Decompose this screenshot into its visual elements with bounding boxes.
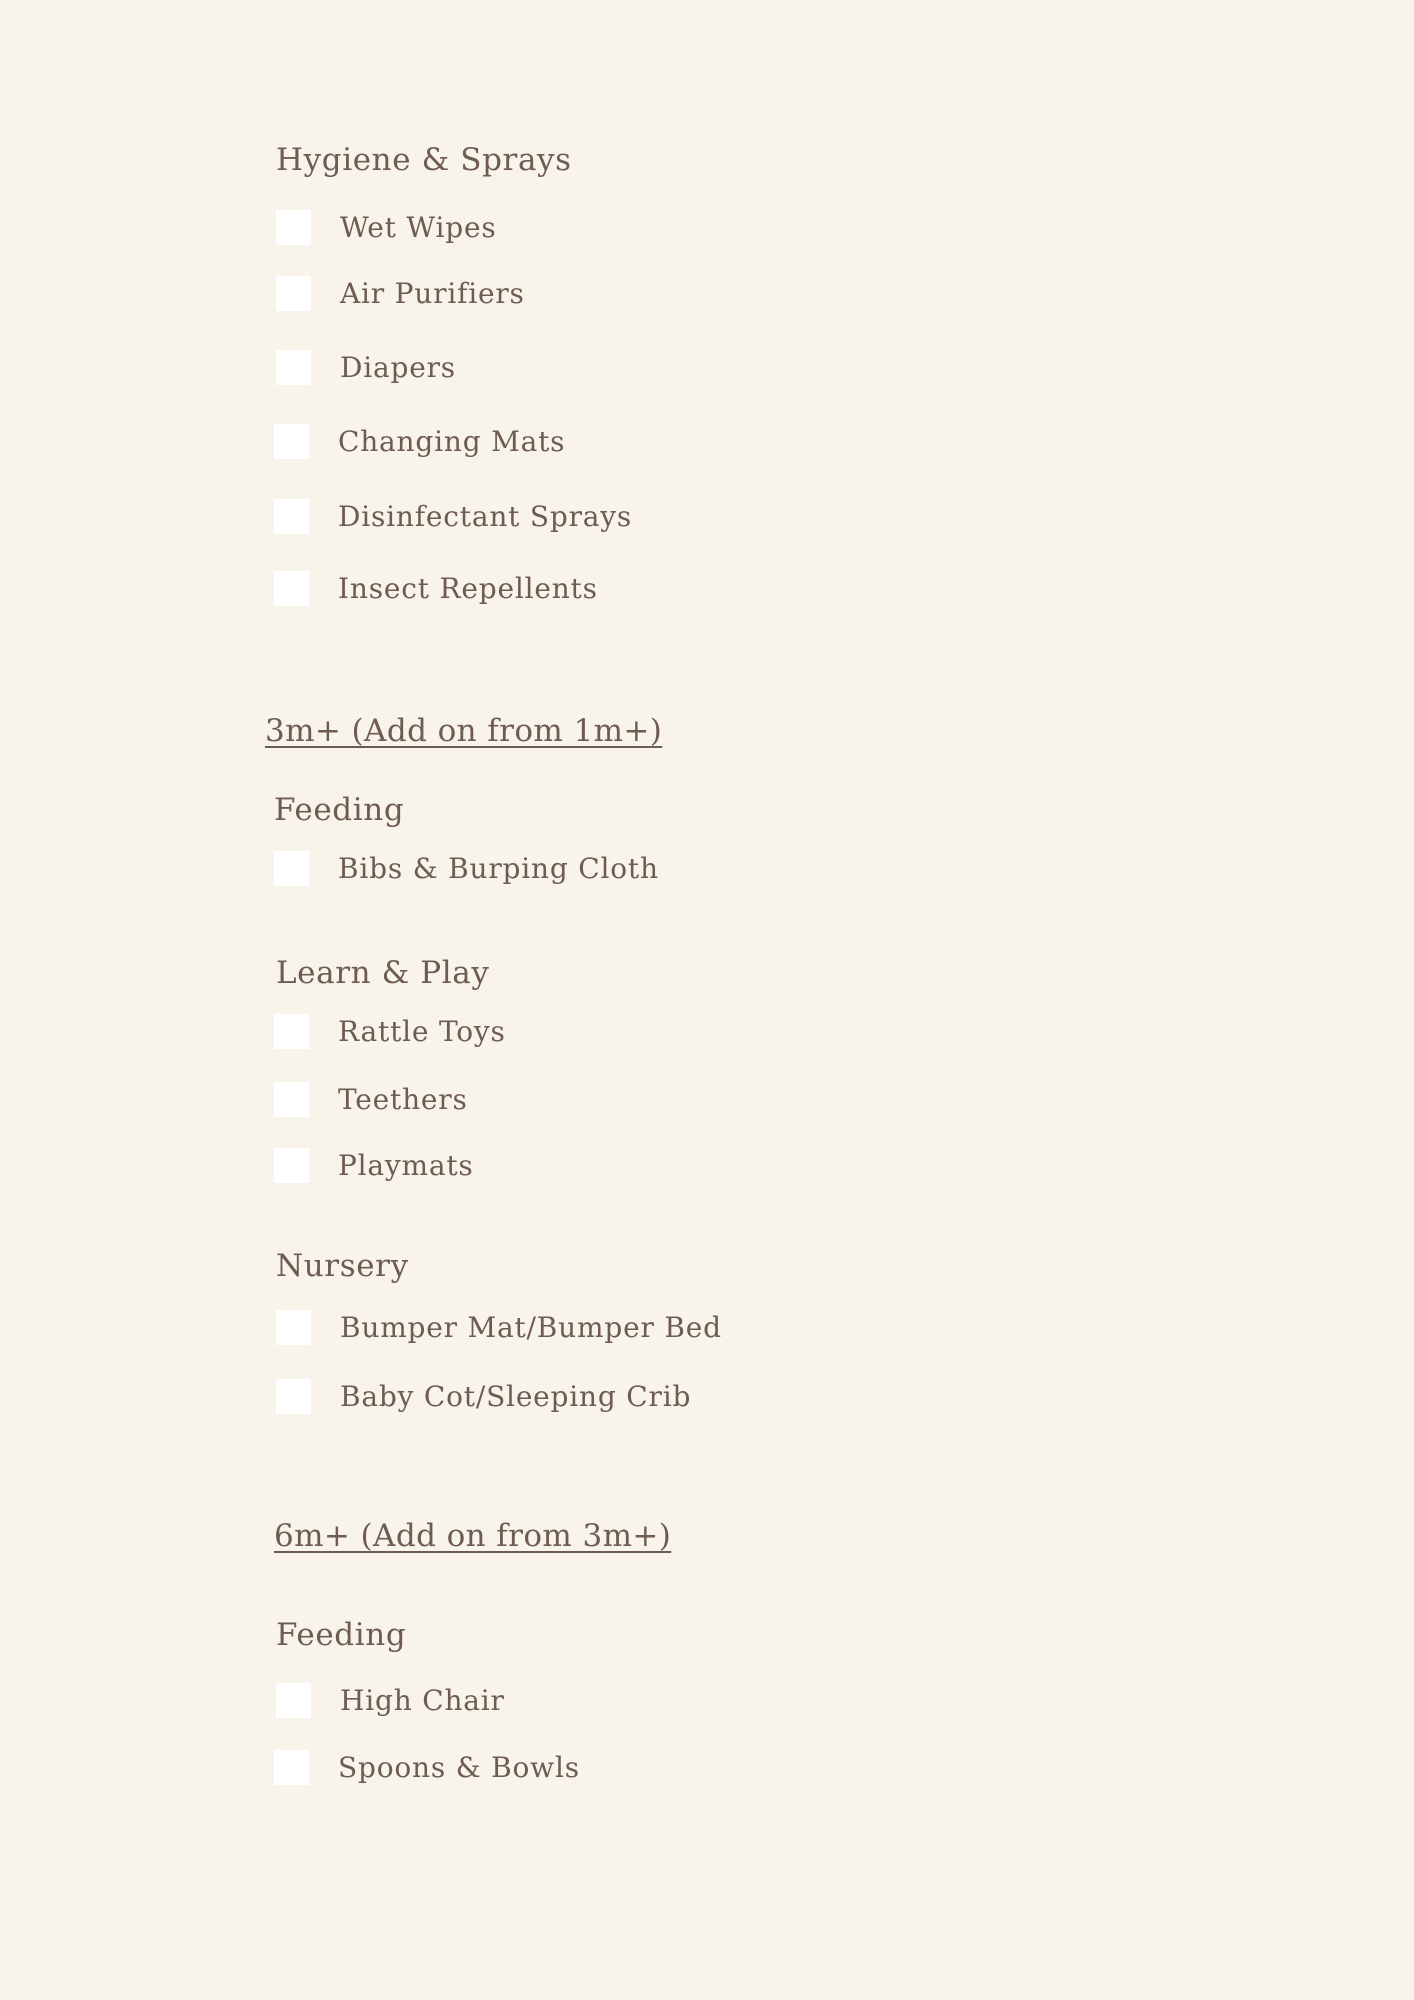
section-title-feeding-6m: Feeding — [276, 1617, 407, 1653]
checkbox[interactable] — [274, 1148, 309, 1183]
checkbox[interactable] — [276, 276, 311, 311]
age-heading-3m: 3m+ (Add on from 1m+) — [265, 713, 663, 749]
checklist-item-label: Insect Repellents — [338, 572, 598, 605]
checkbox[interactable] — [276, 210, 311, 245]
checklist-item-wet-wipes[interactable] — [276, 210, 497, 245]
checkbox[interactable] — [274, 851, 309, 886]
checklist-item-disinfectant-sprays[interactable] — [274, 499, 632, 534]
checklist-item-label: Teethers — [338, 1083, 468, 1116]
checklist-item-label: Changing Mats — [338, 425, 566, 458]
checklist-item-label: Baby Cot/Sleeping Crib — [340, 1380, 692, 1413]
checklist-item-rattle-toys[interactable] — [274, 1014, 506, 1049]
checklist-item-spoons-bowls[interactable] — [274, 1750, 580, 1785]
checklist-item-label: Spoons & Bowls — [338, 1751, 580, 1784]
checklist-item-insect-repellents[interactable] — [274, 571, 598, 606]
checkbox[interactable] — [274, 1014, 309, 1049]
section-title-feeding-3m: Feeding — [274, 792, 405, 828]
checklist-item-label: Bumper Mat/Bumper Bed — [340, 1311, 722, 1344]
checklist-item-label: Bibs & Burping Cloth — [338, 852, 659, 885]
checklist-item-label: Rattle Toys — [338, 1015, 506, 1048]
checklist-item-label: Diapers — [340, 351, 456, 384]
checkbox[interactable] — [276, 1379, 311, 1414]
checklist-item-changing-mats[interactable] — [274, 424, 565, 459]
section-title-learn-play: Learn & Play — [276, 955, 490, 991]
checklist-item-baby-cot[interactable] — [276, 1379, 691, 1414]
checklist-item-label: Wet Wipes — [340, 211, 497, 244]
checkbox[interactable] — [276, 1310, 311, 1345]
checklist-item-label: Air Purifiers — [340, 277, 525, 310]
checklist-item-label: Playmats — [338, 1149, 474, 1182]
checklist-item-playmats[interactable] — [274, 1148, 474, 1183]
checklist-item-diapers[interactable] — [276, 350, 456, 385]
checklist-item-air-purifiers[interactable] — [276, 276, 525, 311]
checkbox[interactable] — [274, 1750, 309, 1785]
checkbox[interactable] — [274, 424, 309, 459]
checklist-item-label: High Chair — [340, 1684, 505, 1717]
checklist-item-high-chair[interactable] — [276, 1683, 505, 1718]
checklist-item-bumper-mat[interactable] — [276, 1310, 722, 1345]
checklist-item-bibs-burping-cloth[interactable] — [274, 851, 659, 886]
checkbox[interactable] — [274, 1082, 309, 1117]
checklist-item-teethers[interactable] — [274, 1082, 468, 1117]
checkbox[interactable] — [274, 499, 309, 534]
checkbox[interactable] — [276, 350, 311, 385]
section-title-nursery: Nursery — [276, 1248, 409, 1284]
section-title-hygiene-sprays: Hygiene & Sprays — [276, 142, 572, 178]
checkbox[interactable] — [274, 571, 309, 606]
age-heading-6m: 6m+ (Add on from 3m+) — [274, 1518, 672, 1554]
checklist-item-label: Disinfectant Sprays — [338, 500, 633, 533]
checkbox[interactable] — [276, 1683, 311, 1718]
